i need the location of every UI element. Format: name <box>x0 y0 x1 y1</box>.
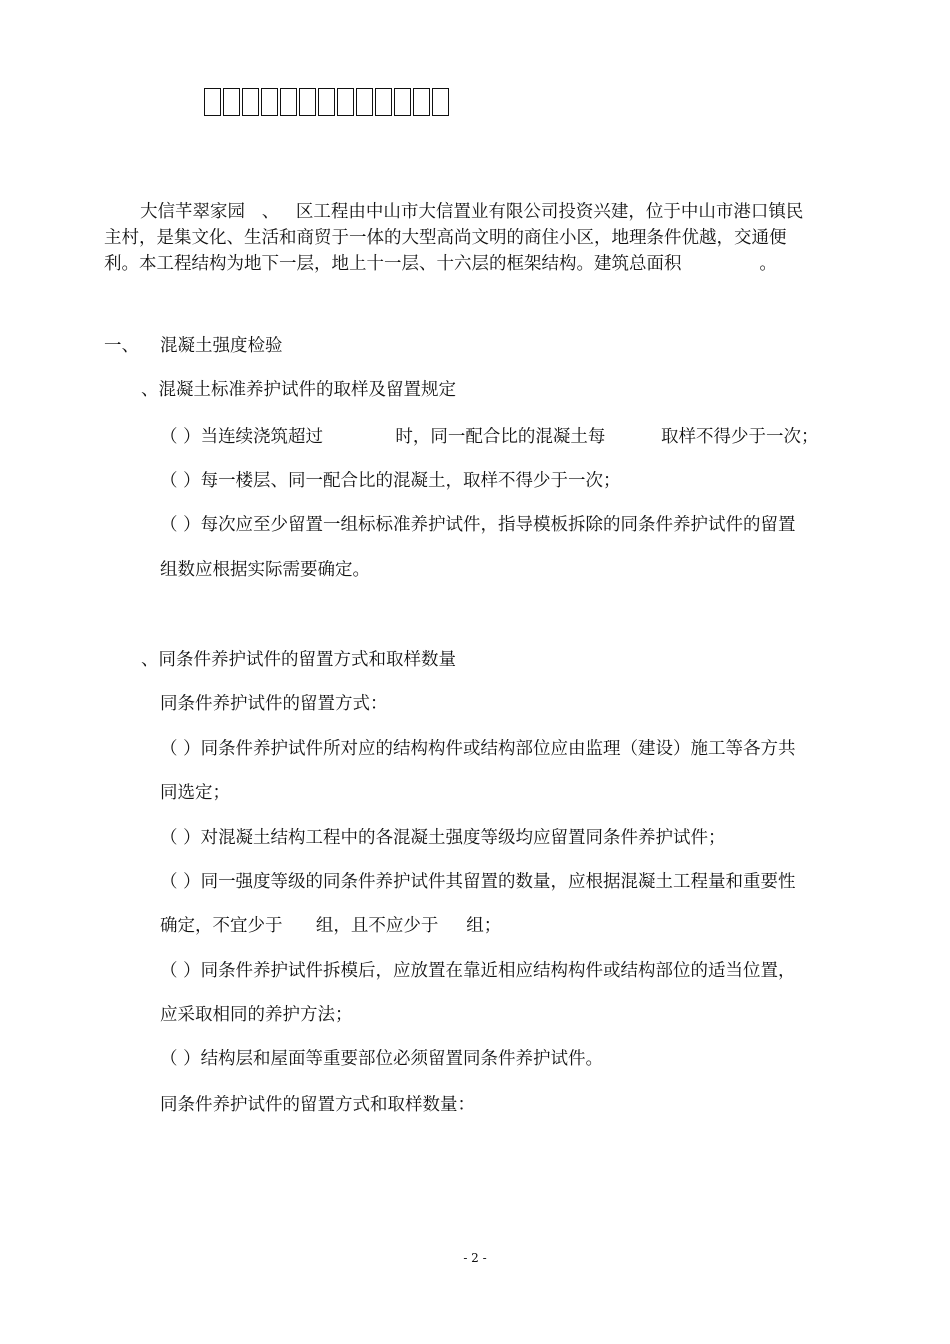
missing-glyph-box <box>204 88 221 116</box>
subsection-2-title: 、同条件养护试件的留置方式和取样数量 <box>141 650 456 670</box>
subsection-2-closing: 同条件养护试件的留置方式和取样数量： <box>160 1095 475 1115</box>
missing-glyph-box <box>337 88 354 116</box>
intro-line-1: 大信芊翠家园 、 区工程由中山市大信置业有限公司投资兴建，位于中山市港口镇民 <box>140 202 804 222</box>
subsection-2-item-1: （ ）同条件养护试件所对应的结构构件或结构部位应由监理（建设）施工等各方共 <box>160 739 796 759</box>
intro-line-2: 主村，是集文化、生活和商贸于一体的大型高尚文明的商住小区，地理条件优越，交通便 <box>104 228 787 248</box>
intro-line-3: 利。本工程结构为地下一层，地上十一层、十六层的框架结构。建筑总面积 。 <box>104 254 777 274</box>
missing-glyph-box <box>299 88 316 116</box>
subsection-2-item-5: （ ）结构层和屋面等重要部位必须留置同条件养护试件。 <box>160 1049 604 1069</box>
subsection-2-lead: 同条件养护试件的留置方式： <box>160 694 388 714</box>
missing-glyph-box <box>356 88 373 116</box>
subsection-2-item-3-cont: 确定，不宜少于 组，且不应少于 组； <box>160 916 502 936</box>
page-number: - 2 - <box>463 1251 487 1265</box>
subsection-1-item-3: （ ）每次应至少留置一组标标准养护试件，指导模板拆除的同条件养护试件的留置 <box>160 515 796 535</box>
subsection-1-item-3-cont: 组数应根据实际需要确定。 <box>160 560 370 580</box>
missing-glyph-box <box>242 88 259 116</box>
missing-glyph-box <box>413 88 430 116</box>
subsection-1-item-1: （ ）当连续浇筑超过 时，同一配合比的混凝土每 取样不得少于一次； <box>160 427 819 447</box>
subsection-1-title: 、混凝土标准养护试件的取样及留置规定 <box>141 380 456 400</box>
missing-glyph-box <box>280 88 297 116</box>
subsection-2-item-1-cont: 同选定； <box>160 783 230 803</box>
missing-glyph-box <box>318 88 335 116</box>
section-1-number: 一、 <box>104 336 139 356</box>
section-1-title: 混凝土强度检验 <box>160 336 283 356</box>
subsection-1-item-2: （ ）每一楼层、同一配合比的混凝土，取样不得少于一次； <box>160 471 621 491</box>
subsection-2-item-2: （ ）对混凝土结构工程中的各混凝土强度等级均应留置同条件养护试件； <box>160 828 726 848</box>
document-title-missing-glyphs <box>204 88 449 122</box>
missing-glyph-box <box>432 88 449 116</box>
subsection-2-item-4-cont: 应采取相同的养护方法； <box>160 1005 353 1025</box>
missing-glyph-box <box>223 88 240 116</box>
missing-glyph-box <box>394 88 411 116</box>
missing-glyph-box <box>375 88 392 116</box>
missing-glyph-box <box>261 88 278 116</box>
subsection-2-item-4: （ ）同条件养护试件拆模后，应放置在靠近相应结构构件或结构部位的适当位置， <box>160 961 796 981</box>
subsection-2-item-3: （ ）同一强度等级的同条件养护试件其留置的数量，应根据混凝土工程量和重要性 <box>160 872 796 892</box>
